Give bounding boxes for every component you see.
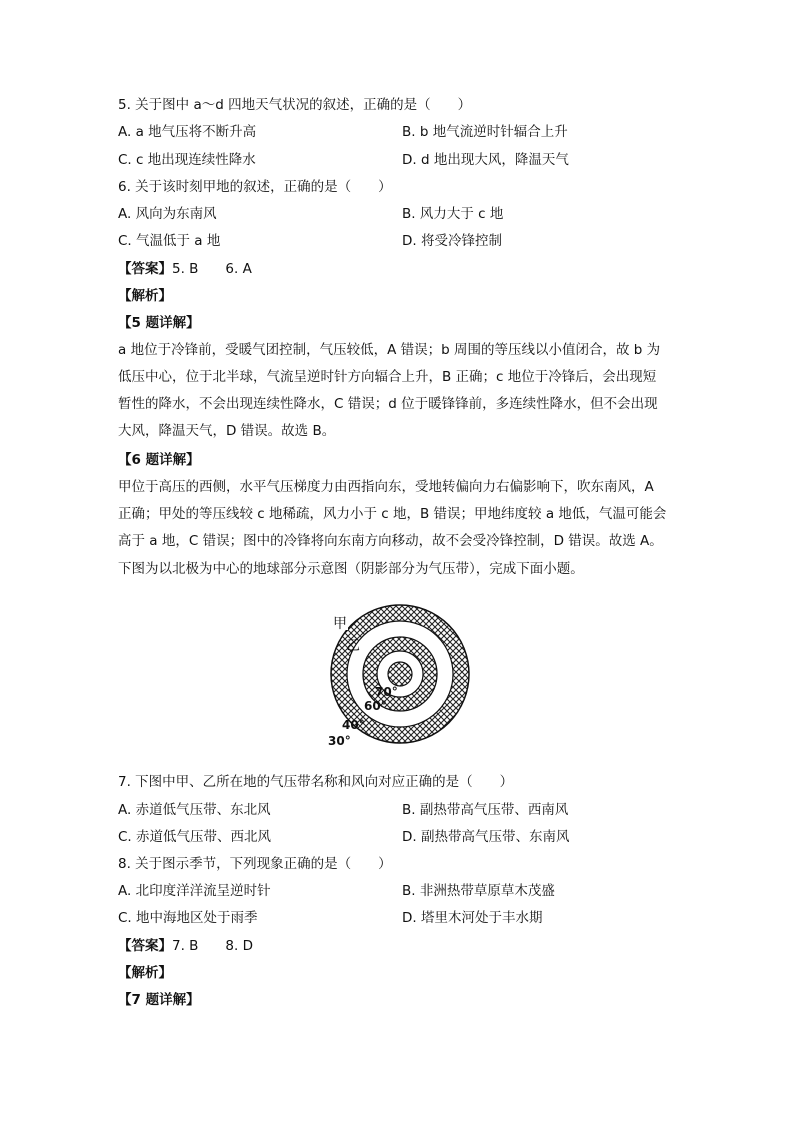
question-6-option-c: C. 气温低于 a 地 [118, 233, 221, 249]
question-6-stem: 6. 关于该时刻甲地的叙述，正确的是（ ） [118, 179, 392, 195]
question-7-stem: 7. 下图中甲、乙所在地的气压带名称和风向对应正确的是（ ） [118, 774, 514, 790]
answer-line-1 [118, 260, 252, 278]
detail-5-line: 暂性的降水，不会出现连续性降水，C 错误；d 位于暖锋锋前，多连续性降水，但不会出现 [118, 396, 658, 412]
analysis-heading-1: 【解析】 [118, 288, 172, 304]
question-5-option-c: C. c 地出现连续性降水 [118, 152, 256, 168]
question-5-option-a: A. a 地气压将不断升高 [118, 124, 257, 140]
question-6-option-a: A. 风向为东南风 [118, 206, 217, 222]
question-7-option-c: C. 赤道低气压带、西北风 [118, 829, 272, 845]
question-5-stem: 5. 关于图中 a～d 四地天气状况的叙述，正确的是（ ） [118, 97, 472, 113]
answer-label: 【答案】 [118, 938, 172, 954]
latitude-label-70: 70° [375, 685, 398, 699]
detail-6-paragraph [118, 474, 684, 555]
question-5-option-d: D. d 地出现大风，降温天气 [402, 152, 569, 168]
question-6-option-d: D. 将受冷锋控制 [402, 233, 502, 249]
polar-pressure-belt-figure [306, 588, 490, 752]
answer-label: 【答案】 [118, 261, 172, 277]
question-8-option-d: D. 塔里木河处于丰水期 [402, 910, 543, 926]
detail-5-line: 低压中心，位于北半球，气流呈逆时针方向辐合上升，B 正确；c 地位于冷锋后，会出现短 [118, 369, 657, 385]
detail-6-line: 甲位于高压的西侧，水平气压梯度力由西指向东，受地转偏向力右偏影响下，吹东南风，A [118, 479, 654, 495]
detail-7-heading: 【7 题详解】 [118, 992, 200, 1008]
detail-6-heading: 【6 题详解】 [118, 452, 200, 468]
answer-line-2 [118, 937, 253, 955]
question-6-option-b: B. 风力大于 c 地 [402, 206, 504, 222]
question-7-option-b: B. 副热带高气压带、西南风 [402, 802, 569, 818]
analysis-heading-2: 【解析】 [118, 965, 172, 981]
polar-cap [388, 662, 412, 686]
detail-6-line: 正确；甲处的等压线较 c 地稀疏，风力小于 c 地，B 错误；甲地纬度较 a 地低，气温可能会 [118, 506, 667, 522]
detail-5-line: a 地位于冷锋前，受暖气团控制，气压较低，A 错误；b 周围的等压线以小值闭合，故 b 为 [118, 342, 661, 358]
question-8-stem: 8. 关于图示季节，下列现象正确的是（ ） [118, 856, 392, 872]
detail-5-heading: 【5 题详解】 [118, 315, 200, 331]
question-7-option-a: A. 赤道低气压带、东北风 [118, 802, 271, 818]
detail-5-paragraph [118, 337, 684, 445]
latitude-label-30: 30° [328, 734, 351, 748]
detail-6-line: 高于 a 地，C 错误；图中的冷锋将向东南方向移动，故不会受冷锋控制，D 错误。故选 A。 [118, 533, 663, 549]
question-8-option-c: C. 地中海地区处于雨季 [118, 910, 258, 926]
question-8-option-b: B. 非洲热带草原草木茂盛 [402, 883, 555, 899]
detail-5-line: 大风，降温天气，D 错误。故选 B。 [118, 423, 336, 439]
question-8-option-a: A. 北印度洋洋流呈逆时针 [118, 883, 271, 899]
answer-text: 5. B 6. A [172, 261, 252, 277]
question-7-option-d: D. 副热带高气压带、东南风 [402, 829, 570, 845]
latitude-label-60: 60° [364, 699, 387, 713]
label-jia: 甲 [333, 616, 347, 632]
latitude-label-40: 40° [342, 718, 365, 732]
answer-text: 7. B 8. D [172, 938, 253, 954]
question-5-option-b: B. b 地气流逆时针辐合上升 [402, 124, 568, 140]
figure-intro: 下图为以北极为中心的地球部分示意图（阴影部分为气压带），完成下面小题。 [118, 561, 584, 577]
label-yi: 乙 [346, 638, 360, 654]
